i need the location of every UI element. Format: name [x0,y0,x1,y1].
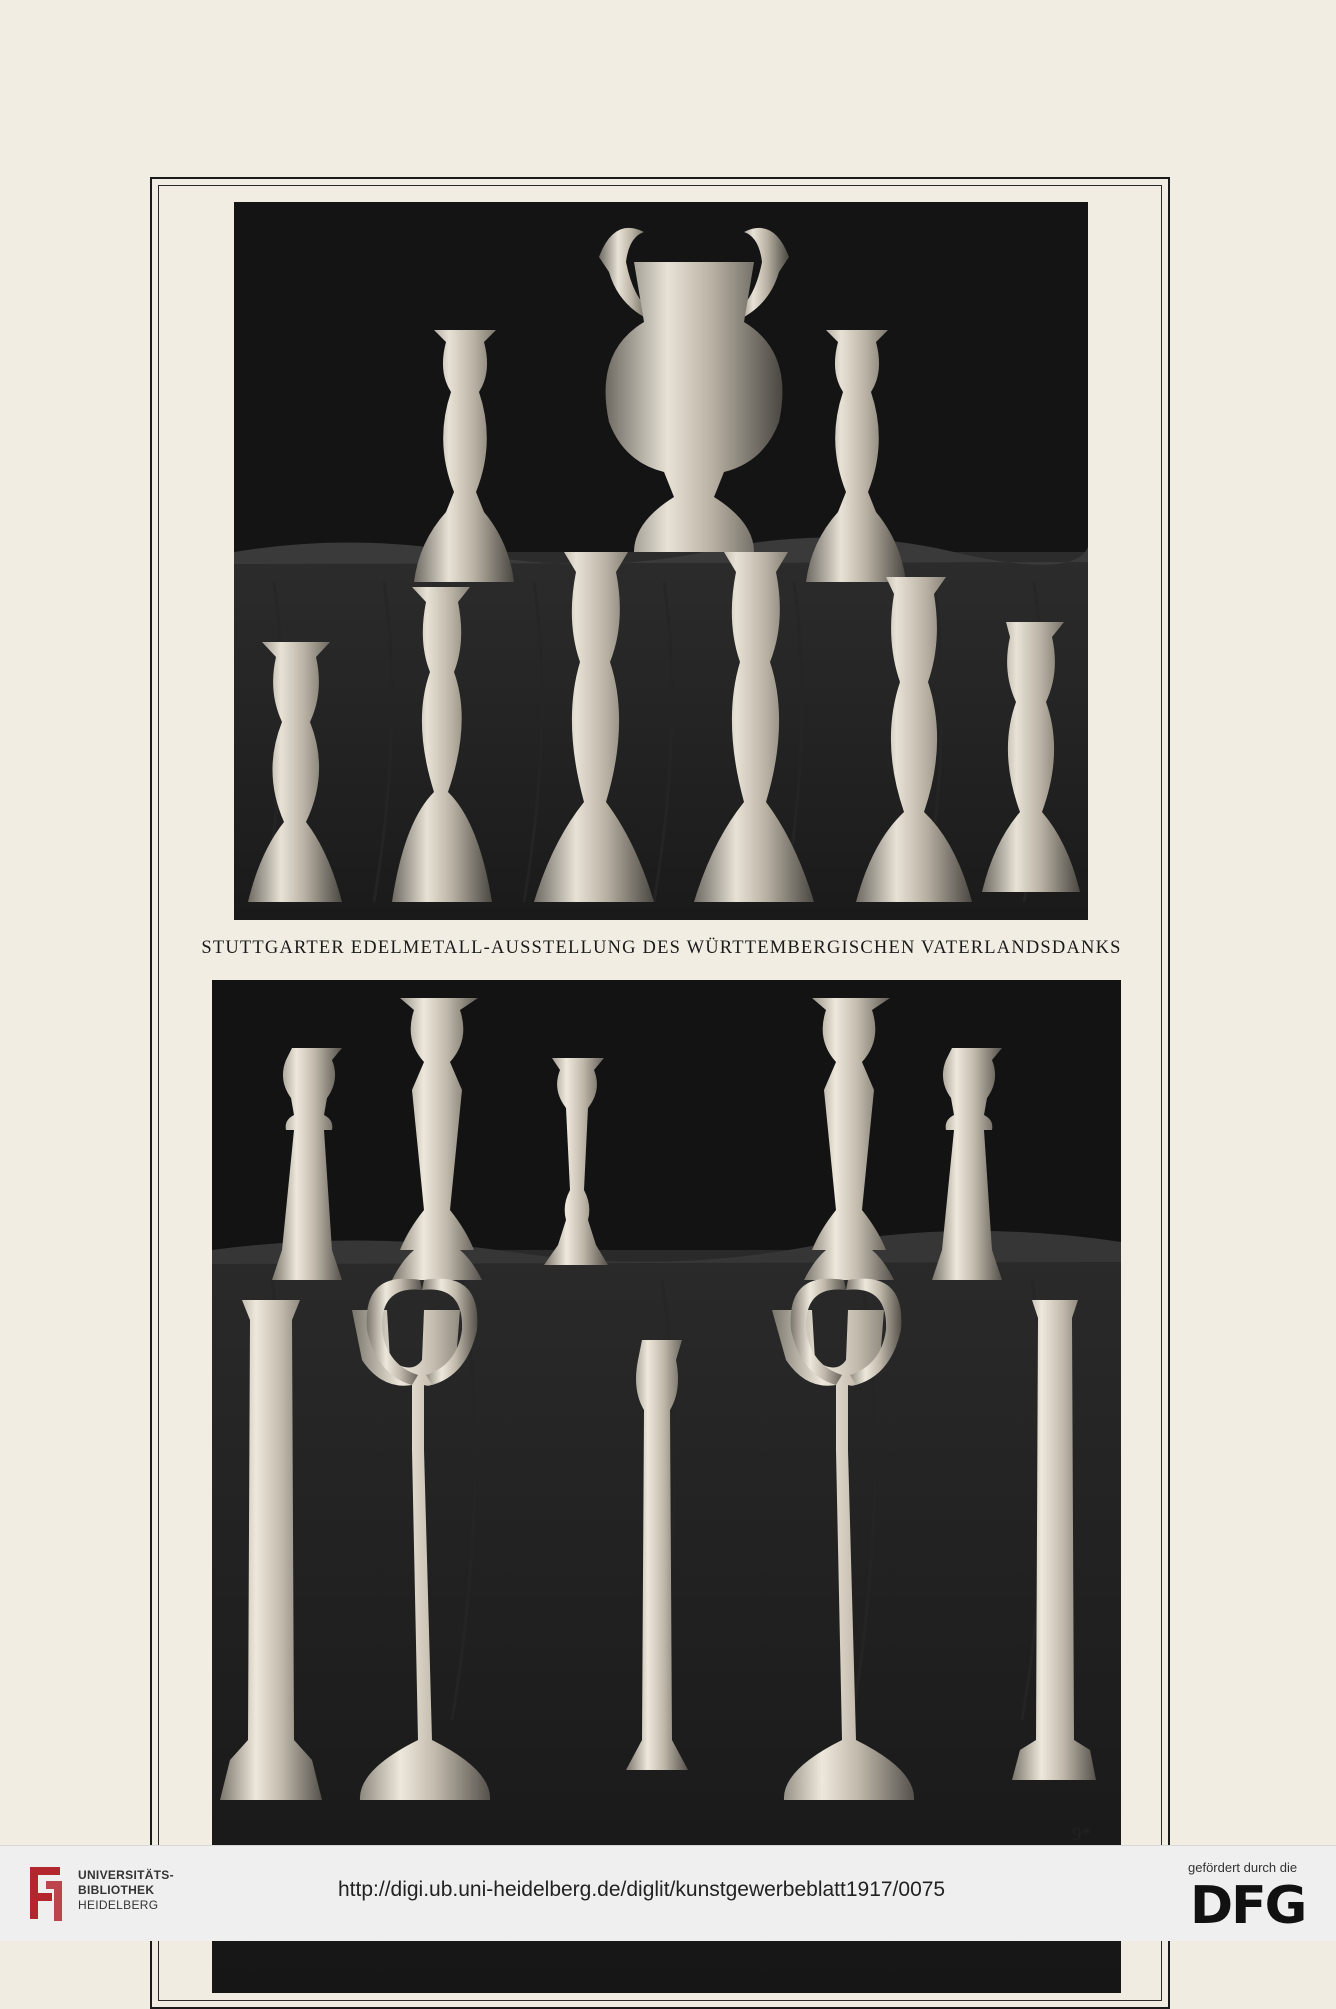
library-logo-icon [22,1863,70,1925]
sponsor-label: gefördert durch die [1188,1860,1298,1875]
library-name-line3: HEIDELBERG [78,1898,159,1912]
dfg-logo: DFG [1190,1876,1306,1936]
page-number: 9* [1072,1824,1091,1845]
library-name-line1: UNIVERSITÄTS- [78,1868,174,1882]
library-name [78,1868,174,1913]
permalink-url[interactable]: http://digi.ub.uni-heidelberg.de/diglit/kunstgewerbeblatt1917/0075 [338,1878,946,1901]
photo-classicist-silver [212,980,1121,1993]
digitization-footer [0,1845,1336,1941]
library-name-line2: BIBLIOTHEK [78,1883,155,1897]
photo-caption: STUTTGARTER EDELMETALL-AUSSTELLUNG DES WÜRTTEMBERGISCHEN VATERLANDSDANKS [201,938,1122,958]
photo-rococo-silver [234,202,1088,920]
